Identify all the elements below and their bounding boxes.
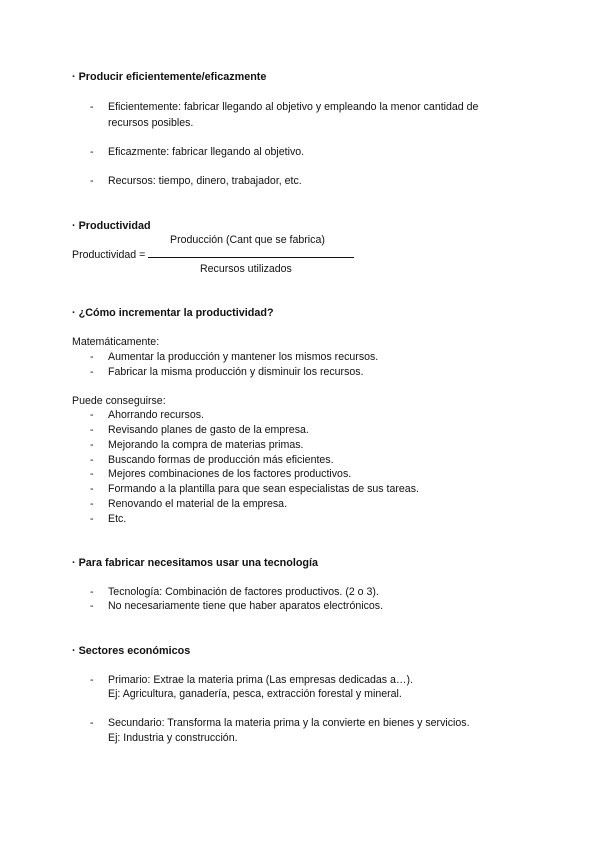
list-item-text: No necesariamente tiene que haber aparatos electrónicos. [108, 600, 384, 612]
formula-lhs: Productividad = [72, 249, 146, 261]
list-item-text: Fabricar la misma producción y disminuir los recursos. [108, 366, 364, 378]
heading-productividad: · Productividad [72, 220, 151, 232]
bullet-dash: - [90, 513, 94, 525]
bullet-dash: - [90, 146, 94, 158]
bullet-dash: - [90, 483, 94, 495]
bullet-dash: - [90, 175, 94, 187]
list-item-text: Mejorando la compra de materias primas. [108, 439, 304, 451]
bullet-dash: - [90, 409, 94, 421]
list-item-text: Recursos: tiempo, dinero, trabajador, etc. [108, 175, 302, 187]
bullet-dash: - [90, 498, 94, 510]
bullet-dash: - [90, 586, 94, 598]
list-item-text: Eficazmente: fabricar llegando al objetivo. [108, 146, 305, 158]
list-item-text: Revisando planes de gasto de la empresa. [108, 424, 309, 436]
bullet-dash: - [90, 351, 94, 363]
formula-denominator: Recursos utilizados [200, 263, 292, 275]
list-item-text: Eficientemente: fabricar llegando al objetivo y empleando la menor cantidad de [108, 101, 479, 113]
list-item-text: Formando a la plantilla para que sean especialistas de sus tareas. [108, 483, 419, 495]
list-item-continuation: Ej: Industria y construcción. [108, 732, 238, 744]
list-item-text: Ahorrando recursos. [108, 409, 204, 421]
intro-puede-conseguirse: Puede conseguirse: [72, 395, 166, 407]
formula-numerator: Producción (Cant que se fabrica) [170, 234, 325, 246]
list-item-continuation: recursos posibles. [108, 117, 194, 129]
list-item-text: Mejores combinaciones de los factores productivos. [108, 468, 352, 480]
heading-tecnologia: · Para fabricar necesitamos usar una tecnología [72, 557, 319, 569]
heading-incrementar: · ¿Cómo incrementar la productividad? [72, 307, 274, 319]
bullet-dash: - [90, 600, 94, 612]
intro-matematicamente: Matemáticamente: [72, 336, 160, 348]
bullet-dash: - [90, 468, 94, 480]
bullet-dash: - [90, 454, 94, 466]
heading-sectores: · Sectores económicos [72, 645, 191, 657]
bullet-dash: - [90, 424, 94, 436]
list-item-text: Etc. [108, 513, 127, 525]
list-item-text: Primario: Extrae la materia prima (Las empresas dedicadas a…). [108, 674, 413, 686]
list-item-continuation: Ej: Agricultura, ganadería, pesca, extracción forestal y mineral. [108, 688, 402, 700]
bullet-dash: - [90, 674, 94, 686]
list-item-text: Buscando formas de producción más eficientes. [108, 454, 334, 466]
list-item-text: Tecnología: Combinación de factores productivos. (2 o 3). [108, 586, 379, 598]
heading-producir: · Producir eficientemente/eficazmente [72, 71, 267, 83]
bullet-dash: - [90, 717, 94, 729]
bullet-dash: - [90, 439, 94, 451]
list-item-text: Secundario: Transforma la materia prima y la convierte en bienes y servicios. [108, 717, 470, 729]
list-item-text: Aumentar la producción y mantener los mismos recursos. [108, 351, 379, 363]
bullet-dash: - [90, 101, 94, 113]
list-item-text: Renovando el material de la empresa. [108, 498, 288, 510]
bullet-dash: - [90, 366, 94, 378]
fraction-bar [148, 257, 354, 258]
